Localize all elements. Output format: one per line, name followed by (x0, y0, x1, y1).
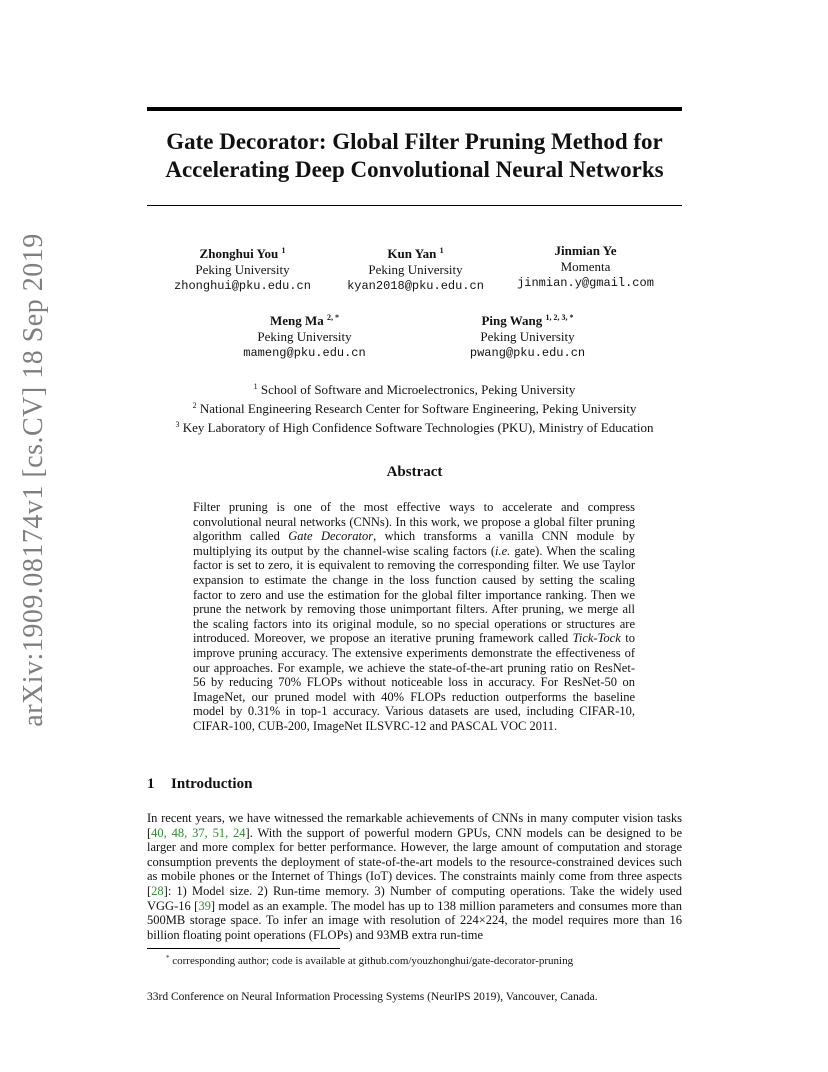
author-block (222, 310, 387, 361)
author-email: pwang@pku.edu.cn (469, 346, 586, 360)
footnote-rule (147, 948, 340, 949)
footnote (166, 952, 573, 968)
title-bottom-rule (147, 205, 682, 206)
author-block (440, 310, 615, 361)
section-title: Introduction (171, 776, 253, 792)
affiliation-sup: 3 (175, 420, 180, 429)
author-email: zhonghui@pku.edu.cn (174, 279, 311, 293)
affiliation-text: National Engineering Research Center for Software Engineering, Peking University (199, 401, 637, 416)
author-sup: 2, * (327, 313, 340, 322)
author-name: Zhonghui You (199, 246, 279, 261)
section-number: 1 (147, 776, 155, 792)
author-email: kyan2018@pku.edu.cn (347, 279, 484, 293)
abstract-text: Filter pruning is one of the most effective ways to accelerate and compress convolutional neural networks (CNNs). In this work, we propose a global filter pruning algorithm called (193, 500, 635, 544)
author-affiliation: Momenta (560, 259, 611, 274)
abstract-body (193, 500, 635, 734)
author-name: Jinmian Ye (554, 243, 617, 258)
affiliation-sup: 1 (253, 382, 258, 391)
author-email: mameng@pku.edu.cn (243, 346, 366, 360)
affiliation-text: School of Software and Microelectronics, Peking University (260, 382, 576, 397)
footnote-text: corresponding author; code is available at github.com/youzhonghui/gate-decorator-pruning (172, 955, 574, 967)
author-affiliation: Peking University (257, 329, 352, 344)
affiliation-line (147, 398, 682, 417)
framework-name: Tick-Tock (572, 631, 621, 646)
section-heading (147, 776, 252, 793)
author-block (160, 243, 325, 294)
author-name: Ping Wang (481, 313, 543, 328)
author-block (333, 243, 498, 294)
affiliation-list (147, 379, 682, 436)
author-name: Meng Ma (269, 313, 324, 328)
body-text: ] model as an example. The model has up to 138 million parameters and consumes more than 500MB storage space. To infer an image with resolution of 224×224, the model requires more than 16 billion floating point operations (FLOPs) and 93MB extra run-time (147, 898, 682, 942)
abstract-text: gate). When the scaling factor is set to zero, it is equivalent to removing the corresponding filter. We use Taylor expansion to estimate the change in the loss function caused by setting the scaling factor to zero and use the estimation for the global filter importance ranking. Then we prune the network by removing those unimportant filters. After pruning, we merge all the scaling factors into its original module, so no special operations or structures are introduced. Moreover, we propose an iterative pruning framework called (193, 543, 635, 646)
intro-paragraph (147, 811, 682, 942)
affiliation-sup: 2 (192, 401, 197, 410)
author-affiliation: Peking University (480, 329, 575, 344)
method-name: Gate Decorator (288, 529, 374, 544)
arxiv-stamp-text: arXiv:1909.08174v1 [cs.CV] 18 Sep 2019 (18, 233, 49, 727)
citation-link[interactable]: 40, 48, 37, 51, 24 (151, 825, 246, 840)
footnote-mark: * (166, 954, 170, 962)
conference-note: 33rd Conference on Neural Information Processing Systems (NeurIPS 2019), Vancouver, Canada. (147, 991, 598, 1003)
body-text: ]: 1) Model size. 2) Run-time memory. 3) Number of computing operations. Take the widely used VGG-16 [ (147, 883, 682, 913)
author-block (503, 243, 668, 291)
body-text: In recent years, we have witnessed the remarkable achievements of CNNs in many computer vision tasks [ (147, 811, 682, 840)
abstract-heading: Abstract (386, 464, 443, 480)
author-sup: 1 (439, 246, 444, 255)
citation-link[interactable]: 28 (151, 883, 164, 898)
author-email: jinmian.y@gmail.com (517, 276, 654, 290)
author-sup: 1 (281, 246, 286, 255)
author-affiliation: Peking University (195, 262, 290, 277)
body-text: ]. With the support of powerful modern GPUs, CNN models can be designed to be larger and more complex for better performance. However, the large amount of computation and storage consumption prevents the deployment of state-of-the-art models to the resource-constrained devices such as mobile phones or the Internet of Things (IoT) devices. The constraints mainly come from three aspects [ (147, 825, 682, 898)
author-affiliation: Peking University (368, 262, 463, 277)
title-top-rule (147, 107, 682, 111)
affiliation-text: Key Laboratory of High Confidence Software Technologies (PKU), Ministry of Education (182, 420, 654, 435)
abbrev-ie: i.e. (495, 543, 511, 558)
paper-title: Gate Decorator: Global Filter Pruning Method for Accelerating Deep Convolutional Neural Networks (165, 129, 664, 182)
author-sup: 1, 2, 3, * (545, 313, 574, 322)
citation-link[interactable]: 39 (198, 898, 211, 913)
author-name: Kun Yan (387, 246, 437, 261)
abstract-text: , which transforms a vanilla CNN module by multiplying its output by the channel-wise scaling factors ( (193, 529, 635, 558)
affiliation-line (147, 417, 682, 436)
affiliation-line (147, 379, 682, 398)
abstract-text: to improve pruning accuracy. The extensive experiments demonstrate the effectiveness of our approaches. For example, we achieve the state-of-the-art pruning ratio on ResNet-56 by reducing 70% FLOPs without noticeable loss in accuracy. For ResNet-50 on ImageNet, our pruned model with 40% FLOPs reduction outperforms the baseline model by 0.31% in top-1 accuracy. Various datasets are used, including CIFAR-10, CIFAR-100, CUB-200, ImageNet ILSVRC-12 and PASCAL VOC 2011. (193, 631, 635, 733)
